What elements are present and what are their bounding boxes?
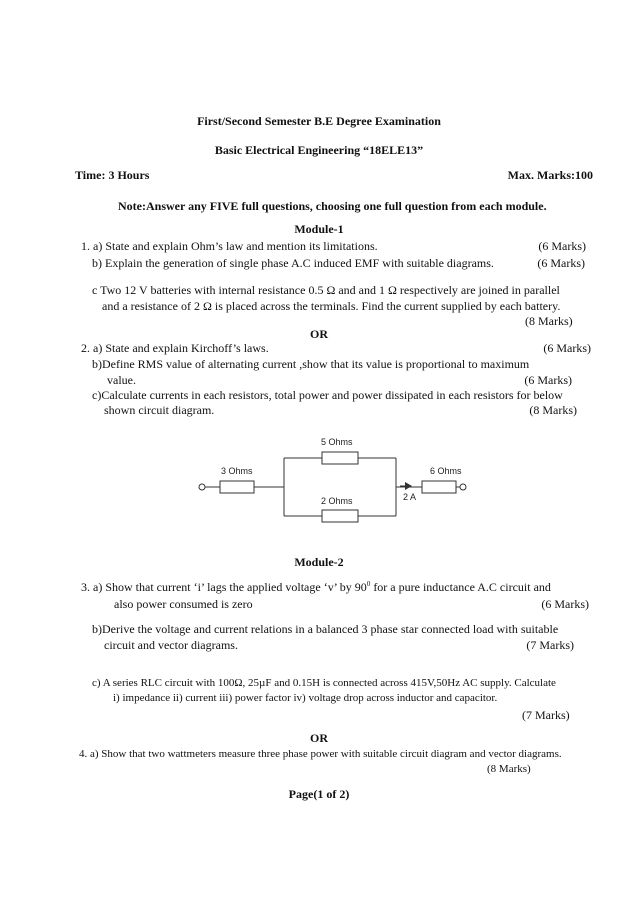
question-4a-marks: (8 Marks) xyxy=(487,763,531,775)
question-3a-text-post: for a pure inductance A.C circuit and xyxy=(370,580,551,594)
question-3b-line2-row xyxy=(104,638,574,653)
question-2b-line2-row xyxy=(107,373,572,388)
label-2-ohms: 2 Ohms xyxy=(321,496,353,506)
circuit-diagram xyxy=(190,430,470,530)
question-2b-line1: b)Define RMS value of alternating current ,show that its value is proportional to maximum xyxy=(92,357,530,371)
or-divider-2: OR xyxy=(310,731,328,745)
label-6-ohms: 6 Ohms xyxy=(430,466,462,476)
right-terminal xyxy=(460,484,466,490)
question-2c-marks: (8 Marks) xyxy=(529,403,577,417)
question-2c-line2-row xyxy=(104,403,577,418)
label-5-ohms: 5 Ohms xyxy=(321,437,353,447)
exam-title: First/Second Semester B.E Degree Examination xyxy=(197,114,441,128)
question-3a-line1 xyxy=(81,580,595,595)
question-2a xyxy=(81,341,591,356)
question-2a-marks: (6 Marks) xyxy=(543,341,591,355)
question-3b-line2: circuit and vector diagrams. xyxy=(104,638,238,652)
label-3-ohms: 3 Ohms xyxy=(221,466,253,476)
question-2c-line2: shown circuit diagram. xyxy=(104,403,215,417)
question-1c-line1: c Two 12 V batteries with internal resistance 0.5 Ω and and 1 Ω respectively are joined in parallel xyxy=(92,283,560,297)
resistor-2-ohms xyxy=(322,510,358,522)
max-marks-label: Max. Marks:100 xyxy=(507,168,593,182)
question-1b-text: b) Explain the generation of single phase A.C induced EMF with suitable diagrams. xyxy=(92,256,494,270)
question-3a-degree: 0 xyxy=(366,580,371,588)
resistor-3-ohms xyxy=(220,481,254,493)
question-4a-text: 4. a) Show that two wattmeters measure three phase power with suitable circuit diagram and vector diagrams. xyxy=(79,748,562,760)
time-label: Time: 3 Hours xyxy=(75,168,150,182)
question-3a-line2: also power consumed is zero xyxy=(114,597,253,611)
question-2a-text: 2. a) State and explain Kirchoff’s laws. xyxy=(81,341,269,355)
question-1a-marks: (6 Marks) xyxy=(538,239,586,253)
label-current: 2 A xyxy=(403,492,417,502)
question-1a xyxy=(81,239,586,254)
question-1b-marks: (6 Marks) xyxy=(537,256,585,270)
time-marks-row xyxy=(75,168,593,183)
question-2b-line2: value. xyxy=(107,373,136,387)
question-1a-text: 1. a) State and explain Ohm’s law and mention its limitations. xyxy=(81,239,378,253)
page-number: Page(1 of 2) xyxy=(288,787,350,801)
current-arrowhead-icon xyxy=(405,482,412,490)
question-1b xyxy=(92,256,585,271)
question-1c-line2: and a resistance of 2 Ω is placed across the terminals. Find the current supplied by each battery. xyxy=(102,299,561,313)
question-3c-line2: i) impedance ii) current iii) power factor iv) voltage drop across inductor and capacitor. xyxy=(113,692,498,704)
question-3a-line2-row xyxy=(114,597,589,612)
module-2-heading: Module-2 xyxy=(294,555,344,569)
question-3c-marks: (7 Marks) xyxy=(522,708,570,722)
question-3a-text-pre: 3. a) Show that current ‘i’ lags the applied voltage ‘v’ by 90 xyxy=(81,580,367,594)
question-3a-marks: (6 Marks) xyxy=(541,597,589,611)
question-1c-marks: (8 Marks) xyxy=(525,314,573,328)
subject-title: Basic Electrical Engineering “18ELE13” xyxy=(214,143,424,157)
instruction-note: Note:Answer any FIVE full questions, choosing one full question from each module. xyxy=(118,199,547,213)
left-terminal xyxy=(199,484,205,490)
question-3c-line1: c) A series RLC circuit with 100Ω, 25µF and 0.15H is connected across 415V,50Hz AC supply. Calculate xyxy=(92,677,556,689)
or-divider-1: OR xyxy=(310,327,328,341)
question-3b-line1: b)Derive the voltage and current relations in a balanced 3 phase star connected load with suitable xyxy=(92,622,559,636)
resistor-6-ohms xyxy=(422,481,456,493)
question-2c-line1: c)Calculate currents in each resistors, total power and power dissipated in each resistors for below xyxy=(92,388,563,402)
question-3b-marks: (7 Marks) xyxy=(526,638,574,652)
resistor-5-ohms xyxy=(322,452,358,464)
module-1-heading: Module-1 xyxy=(294,222,344,236)
question-2b-marks: (6 Marks) xyxy=(524,373,572,387)
